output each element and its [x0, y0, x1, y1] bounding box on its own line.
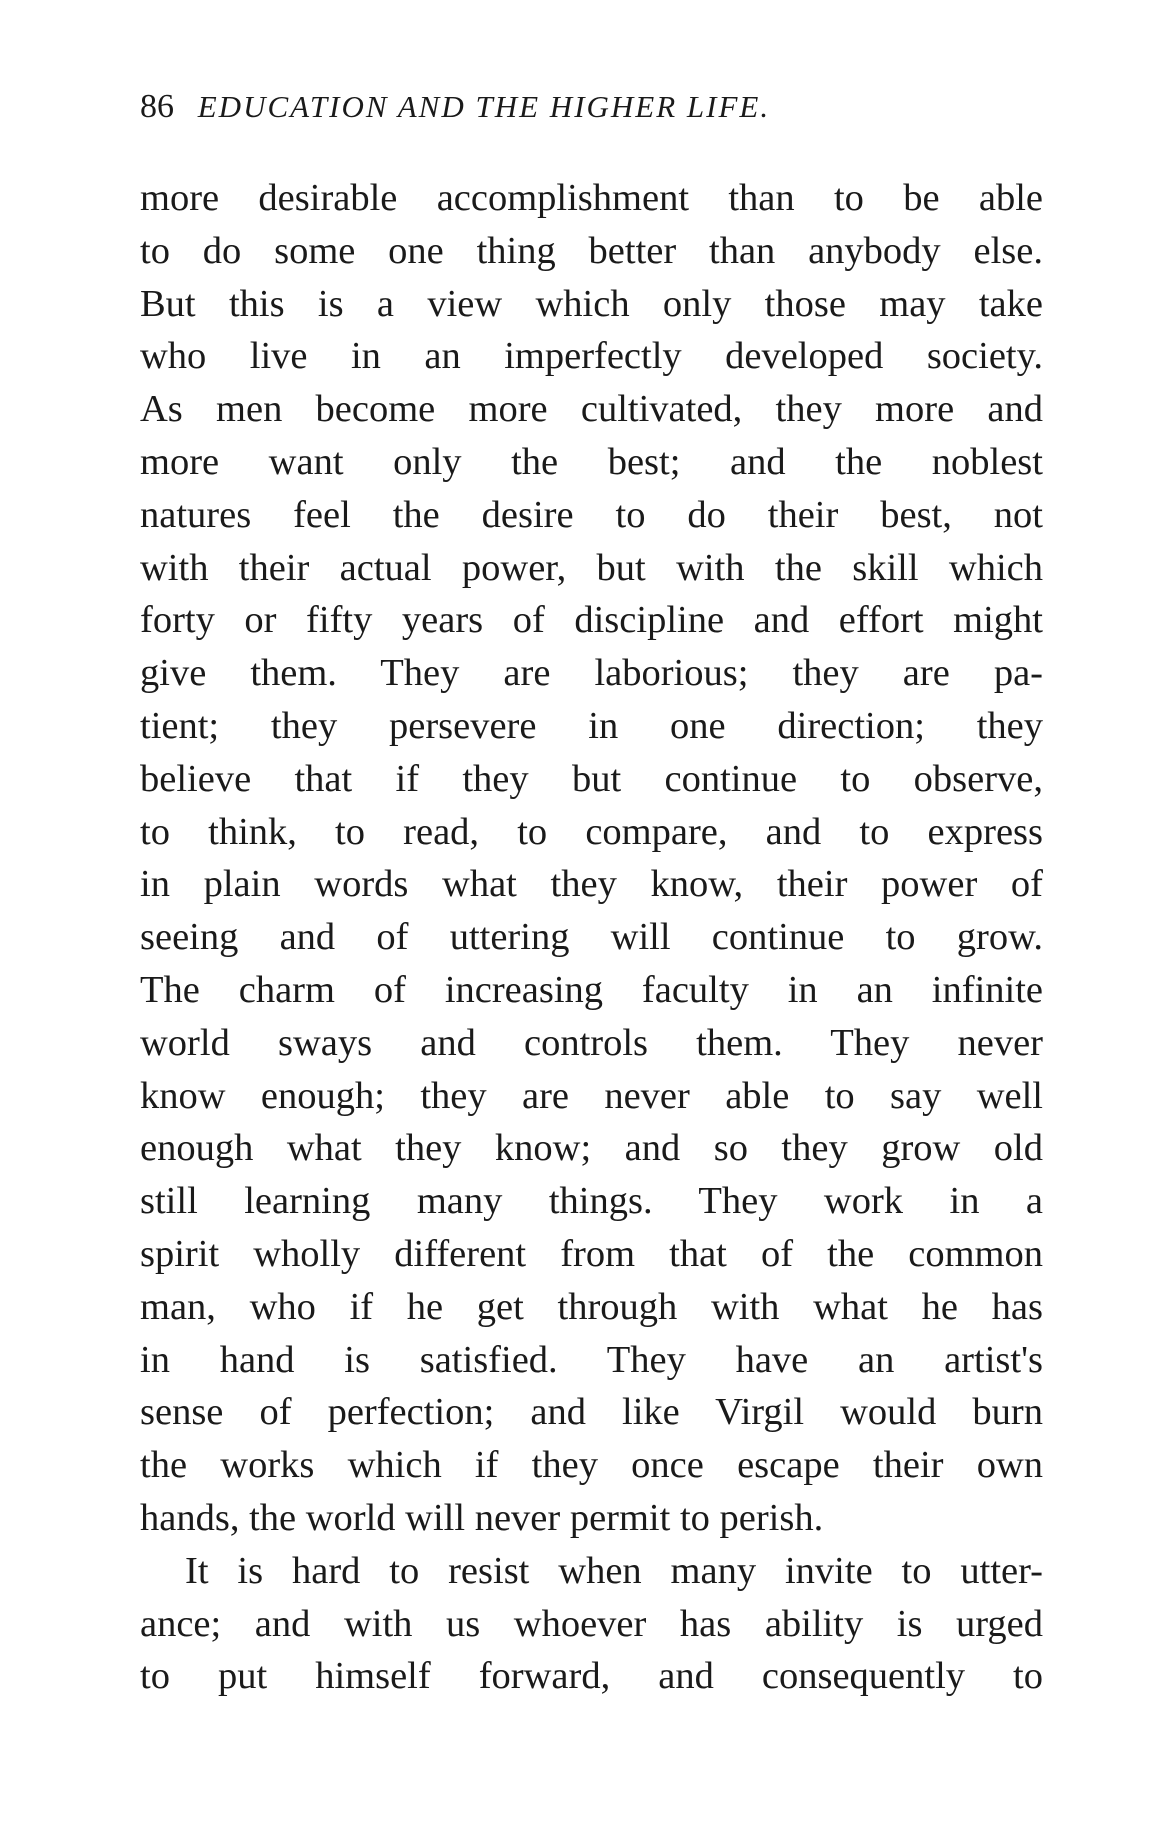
text-line: But this is a view which only those may take [140, 282, 1043, 325]
text-line: more want only the best; and the noblest [140, 440, 1043, 483]
text-line: who live in an imperfectly developed society. [140, 335, 1043, 378]
text-line: sense of perfection; and like Virgil would burn [140, 1391, 1043, 1434]
text-line: the works which if they once escape their own [140, 1444, 1043, 1487]
text-line: to do some one thing better than anybody else. [140, 229, 1043, 272]
page-body [140, 172, 1043, 1703]
text-line: more desirable accomplishment than to be able [140, 177, 1043, 219]
text-line: forty or fifty years of discipline and effort might [140, 599, 1043, 642]
running-header [140, 88, 1045, 126]
text-line: know enough; they are never able to say well [140, 1074, 1043, 1117]
text-line: spirit wholly different from that of the common [140, 1232, 1043, 1275]
text-line: give them. They are laborious; they are pa- [140, 652, 1043, 695]
text-line: with their actual power, but with the skill which [140, 546, 1043, 589]
text-line: The charm of increasing faculty in an infinite [140, 968, 1043, 1011]
text-line: ance; and with us whoever has ability is urged [140, 1602, 1043, 1645]
running-title: EDUCATION AND THE HIGHER LIFE. [197, 89, 771, 124]
paragraph [140, 1545, 1043, 1703]
text-line: in plain words what they know, their power of [140, 863, 1043, 906]
text-line: natures feel the desire to do their best, not [140, 493, 1043, 536]
text-line: As men become more cultivated, they more and [140, 388, 1043, 431]
text-line: man, who if he get through with what he has [140, 1285, 1043, 1328]
paragraph [140, 172, 1043, 1545]
text-line: hands, the world will never permit to perish. [140, 1496, 824, 1539]
text-line: believe that if they but continue to observe, [140, 757, 1043, 800]
text-line: to put himself forward, and consequently to [140, 1655, 1043, 1698]
text-line: in hand is satisfied. They have an artist's [140, 1338, 1043, 1381]
text-line: tient; they persevere in one direction; they [140, 704, 1043, 747]
page-number: 86 [140, 88, 174, 125]
text-line: to think, to read, to compare, and to express [140, 810, 1043, 853]
text-line: seeing and of uttering will continue to grow. [140, 916, 1043, 959]
text-line: enough what they know; and so they grow old [140, 1127, 1043, 1170]
text-line: still learning many things. They work in a [140, 1180, 1043, 1223]
text-line: world sways and controls them. They never [140, 1021, 1043, 1064]
text-line: It is hard to resist when many invite to utter- [185, 1549, 1043, 1592]
